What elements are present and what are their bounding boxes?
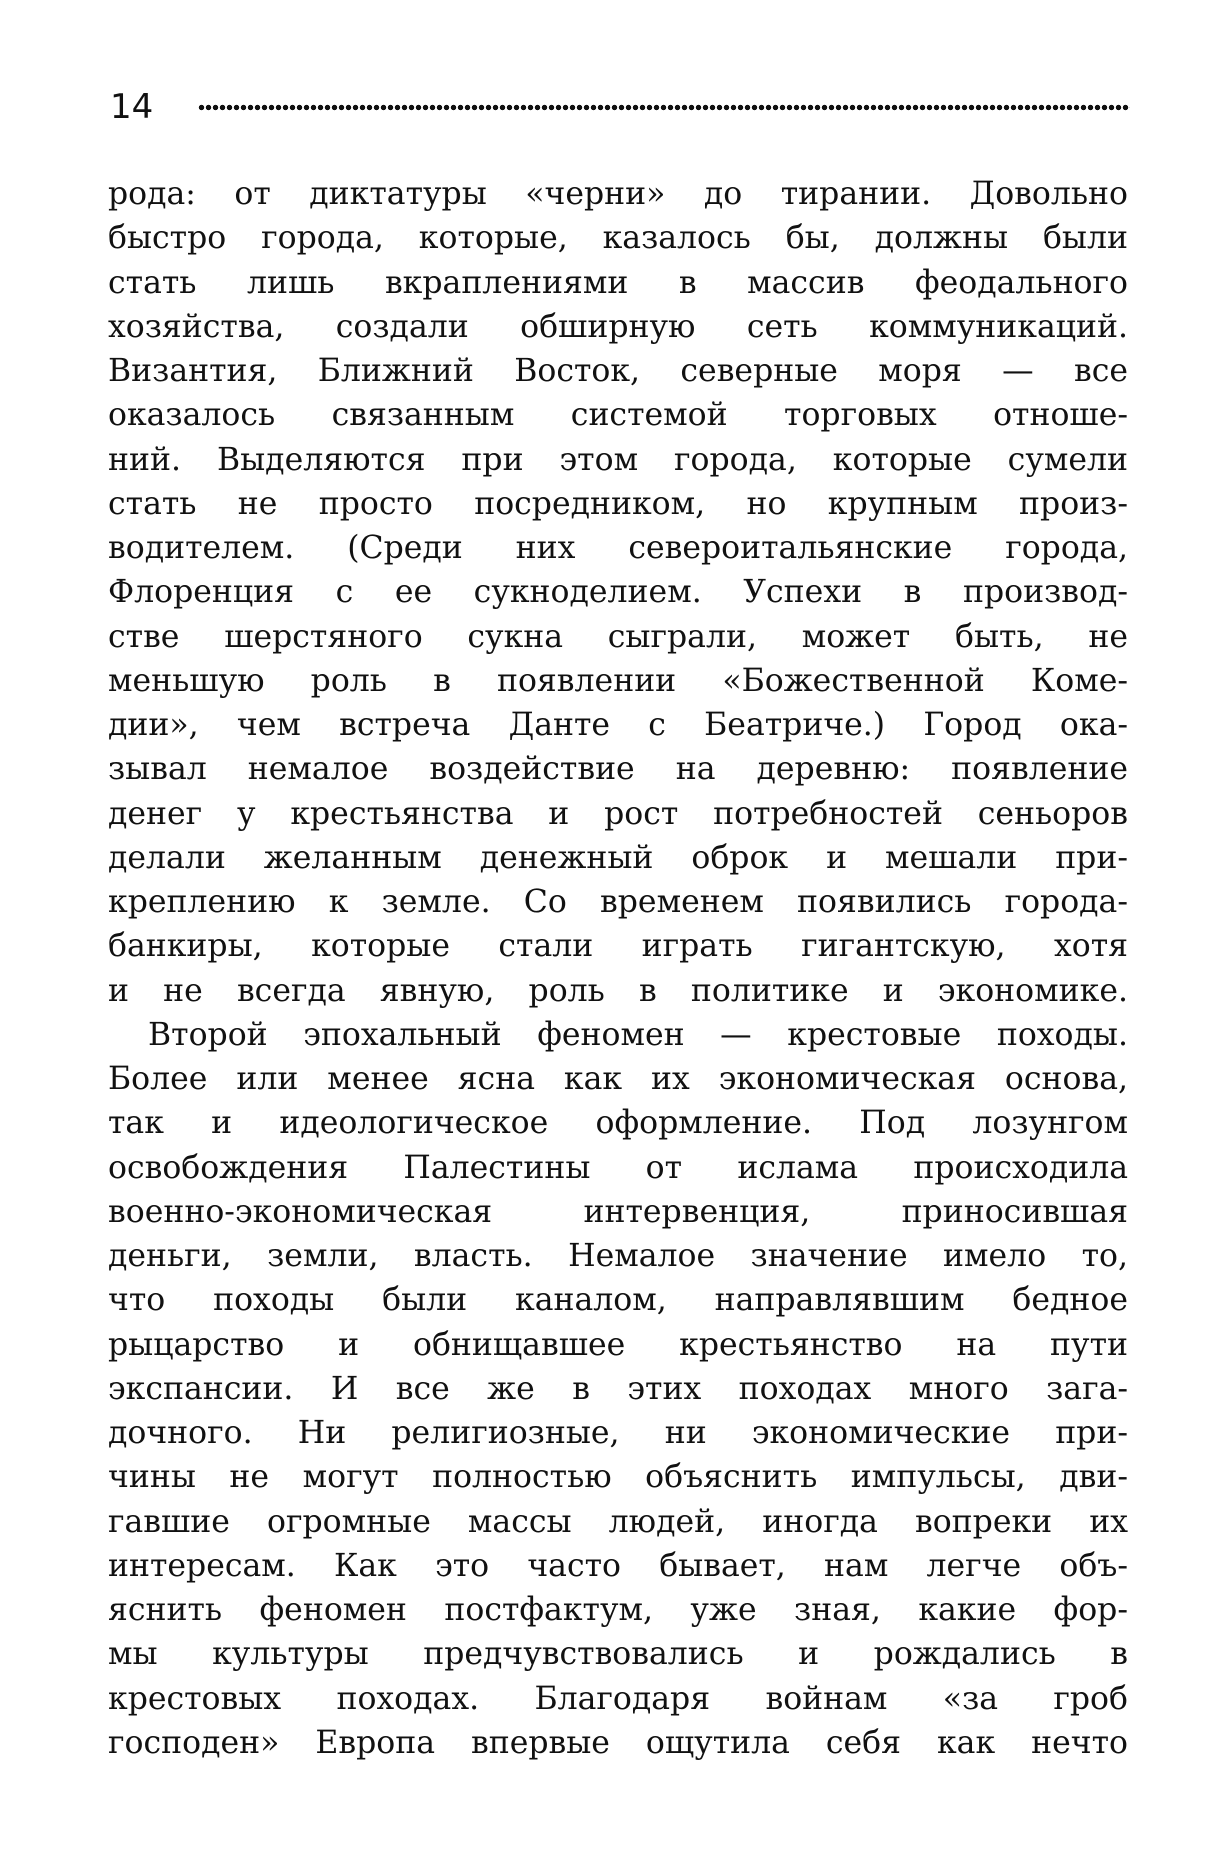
paragraph [108, 172, 1128, 1013]
paragraph [108, 1013, 1128, 1765]
text-line: быстро города, которые, казалось бы, должны были [108, 220, 1128, 257]
text-line: экспансии. И все же в этих походах много зага- [108, 1370, 1128, 1407]
text-line: оказалось связанным системой торговых отноше- [108, 397, 1128, 434]
text-line: ний. Выделяются при этом города, которые сумели [108, 441, 1128, 478]
text-line: Флоренция с ее сукноделием. Успехи в производ- [108, 574, 1128, 611]
text-line: и не всегда явную, роль в политике и экономике. [108, 972, 1128, 1009]
text-line: мы культуры предчувствовались и рождались в [108, 1636, 1128, 1673]
header-dotted-rule [198, 103, 1130, 112]
text-line: стве шерстяного сукна сыграли, может быть, не [108, 618, 1128, 655]
text-line: стать не просто посредником, но крупным произ- [108, 485, 1128, 522]
text-line: Византия, Ближний Восток, северные моря — все [108, 353, 1128, 389]
text-line: водителем. (Среди них североитальянские города, [108, 530, 1128, 566]
text-line: крестовых походах. Благодаря войнам «за гроб [108, 1680, 1128, 1717]
text-line: деньги, земли, власть. Немалое значение имело то, [108, 1238, 1128, 1274]
text-line: рыцарство и обнищавшее крестьянство на пути [108, 1326, 1128, 1363]
text-line: что походы были каналом, направлявшим бедное [108, 1282, 1128, 1319]
text-line: меньшую роль в появлении «Божественной Коме- [108, 662, 1128, 699]
text-line: освобождения Палестины от ислама происходила [108, 1149, 1128, 1186]
text-line: военно-экономическая интервенция, приносившая [108, 1193, 1128, 1230]
text-line: рода: от диктатуры «черни» до тирании. Довольно [108, 176, 1128, 212]
text-line: дочного. Ни религиозные, ни экономические при- [108, 1415, 1128, 1451]
text-line: хозяйства, создали обширную сеть коммуникаций. [108, 308, 1128, 345]
text-line: дии», чем встреча Данте с Беатриче.) Город ока- [108, 707, 1128, 743]
text-line: денег у крестьянства и рост потребностей сеньоров [108, 795, 1128, 832]
text-line: креплению к земле. Со временем появились города- [108, 884, 1128, 920]
page-number: 14 [110, 87, 154, 127]
text-line: гавшие огромные массы людей, иногда вопреки их [108, 1503, 1128, 1540]
text-line: интересам. Как это часто бывает, нам легче объ- [108, 1547, 1128, 1584]
text-line: господен» Европа впервые ощутила себя как нечто [108, 1724, 1128, 1761]
text-line: Второй эпохальный феномен — крестовые походы. [148, 1016, 1128, 1053]
text-line: чины не могут полностью объяснить импульсы, дви- [108, 1459, 1128, 1496]
text-line: яснить феномен постфактум, уже зная, какие фор- [108, 1592, 1128, 1628]
text-line: Более или менее ясна как их экономическая основа, [108, 1061, 1128, 1097]
page-header [110, 82, 1130, 132]
text-line: стать лишь вкраплениями в массив феодального [108, 264, 1128, 301]
text-line: так и идеологическое оформление. Под лозунгом [108, 1105, 1128, 1142]
text-line: делали желанным денежный оброк и мешали при- [108, 839, 1128, 876]
page-body-text [108, 172, 1128, 1765]
text-line: банкиры, которые стали играть гигантскую, хотя [108, 928, 1128, 965]
text-line: зывал немалое воздействие на деревню: появление [108, 751, 1128, 788]
